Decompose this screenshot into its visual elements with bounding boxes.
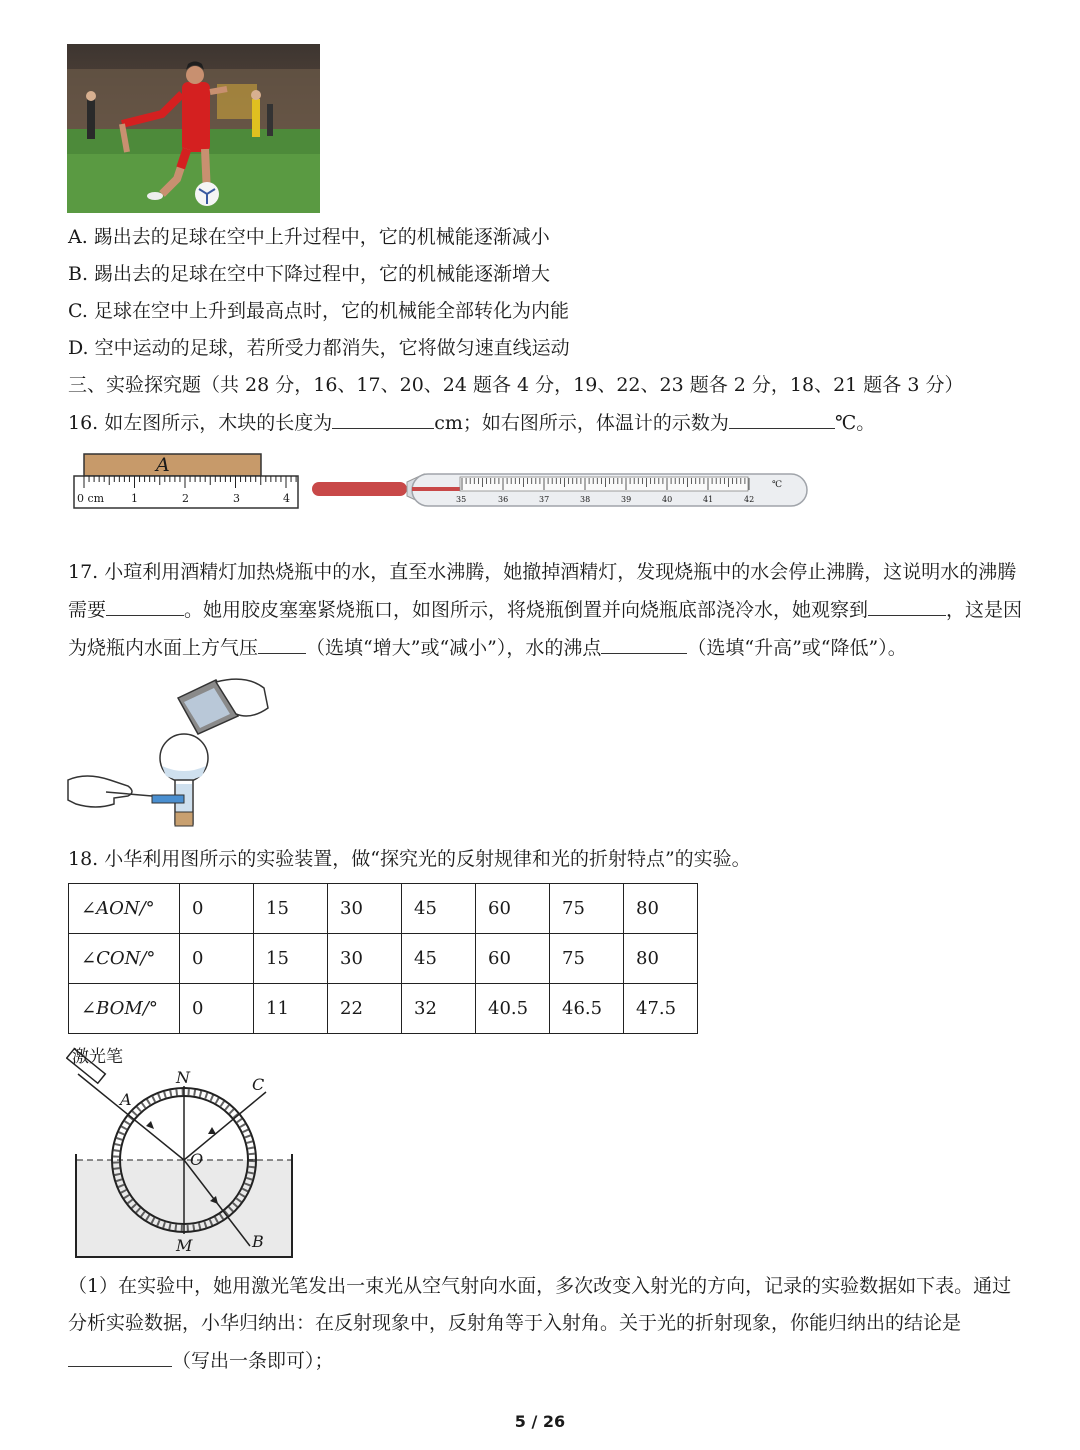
label-b: B (252, 1232, 264, 1251)
q16-text-2: cm；如右图所示，体温计的示数为 (434, 412, 729, 434)
answer-blank[interactable] (258, 635, 306, 654)
q17-line-3 (68, 635, 907, 660)
ruler-tick-label: 1 (131, 492, 138, 505)
table-cell: 75 (550, 884, 624, 934)
q17-line-1: 17. 小瑄利用酒精灯加热烧瓶中的水，直至水沸腾，她撤掉酒精灯，发现烧瓶中的水会停止沸腾，这说明水的沸腾 (68, 561, 1017, 583)
table-cell: 47.5 (624, 984, 698, 1034)
table-cell: 15 (254, 934, 328, 984)
table-row (69, 984, 698, 1034)
table-cell: 0 (180, 934, 254, 984)
q16-text-3: ℃。 (834, 412, 876, 434)
thermometer-unit: ℃ (772, 480, 783, 490)
q18-part1-line-3 (68, 1348, 334, 1373)
table-cell: 60 (476, 934, 550, 984)
table-cell: 80 (624, 884, 698, 934)
q17-line-2 (68, 597, 1022, 622)
q17-text: 为烧瓶内水面上方气压 (68, 637, 259, 659)
table-cell: 11 (254, 984, 328, 1034)
soccer-player-photo (67, 44, 320, 213)
thermo-tick-label: 39 (621, 495, 632, 504)
thermo-tick-label: 37 (539, 495, 550, 504)
table-cell: 80 (624, 934, 698, 984)
table-cell: 40.5 (476, 984, 550, 1034)
q17-text: 。她用胶皮塞塞紧烧瓶口，如图所示，将烧瓶倒置并向烧瓶底部浇冷水，她观察到 (184, 599, 869, 621)
q18-part1-line-2: 分析实验数据，小华归纳出：在反射现象中，反射角等于入射角。关于光的折射现象，你能归纳出的结论是 (68, 1312, 962, 1334)
label-m: M (176, 1236, 193, 1255)
table-cell: 0 (180, 984, 254, 1034)
answer-blank[interactable] (68, 1348, 172, 1367)
thermo-tick-label: 35 (456, 495, 467, 504)
question-18-intro: 18. 小华利用图所示的实验装置，做“探究光的反射规律和光的折射特点”的实验。 (68, 848, 751, 870)
row-header: ∠AON/° (69, 884, 180, 934)
question-16 (68, 410, 875, 435)
table-cell: 45 (402, 884, 476, 934)
thermo-tick-label: 36 (498, 495, 509, 504)
option-c: C. 足球在空中上升到最高点时，它的机械能全部转化为内能 (68, 300, 569, 322)
angle-data-table (68, 883, 698, 1034)
table-cell: 32 (402, 984, 476, 1034)
option-d: D. 空中运动的足球，若所受力都消失，它将做匀速直线运动 (68, 337, 570, 359)
q18-part1-text: （写出一条即可）； (172, 1350, 334, 1372)
option-b: B. 踢出去的足球在空中下降过程中，它的机械能逐渐增大 (68, 263, 551, 285)
table-cell: 60 (476, 884, 550, 934)
table-cell: 22 (328, 984, 402, 1034)
table-cell: 45 (402, 934, 476, 984)
thermo-tick-label: 38 (580, 495, 591, 504)
block-label: A (156, 454, 170, 476)
section-heading: 三、实验探究题（共 28 分，16、17、20、24 题各 4 分，19、22、23 题各 2 分，18、21 题各 3 分） (68, 374, 964, 396)
table-cell: 0 (180, 884, 254, 934)
ruler-tick-label: 2 (182, 492, 189, 505)
q18-part1-line-1: （1）在实验中，她用激光笔发出一束光从空气射向水面，多次改变入射光的方向，记录的实验数据如下表。通过 (68, 1275, 1012, 1297)
label-c: C (252, 1075, 265, 1094)
inverted-flask-figure (66, 668, 272, 838)
table-cell: 75 (550, 934, 624, 984)
q17-text: （选填“升高”或“降低”）。 (687, 637, 907, 659)
q17-text: （选填“增大”或“减小”），水的沸点 (306, 637, 602, 659)
ruler-unit: 0 cm (77, 492, 105, 505)
thermo-tick-label: 40 (662, 495, 673, 504)
page-number: 5 / 26 (514, 1412, 566, 1431)
ruler-tick-label: 3 (233, 492, 240, 505)
row-header: ∠CON/° (69, 934, 180, 984)
answer-blank[interactable] (106, 597, 184, 616)
label-o: O (190, 1150, 204, 1169)
table-cell: 46.5 (550, 984, 624, 1034)
q17-text: ，这是因 (946, 599, 1023, 621)
ruler-figure (72, 452, 302, 512)
answer-blank[interactable] (332, 410, 434, 429)
answer-blank[interactable] (601, 635, 687, 654)
option-a: A. 踢出去的足球在空中上升过程中，它的机械能逐渐减小 (68, 226, 550, 248)
answer-blank[interactable] (729, 410, 835, 429)
q17-text: 需要 (68, 599, 107, 621)
ruler-tick-label: 4 (283, 492, 290, 505)
label-n: N (176, 1068, 190, 1087)
laser-pointer-label: 激光笔 (72, 1047, 123, 1067)
table-cell: 30 (328, 934, 402, 984)
table-cell: 30 (328, 884, 402, 934)
answer-blank[interactable] (868, 597, 946, 616)
q16-text-1: 16. 如左图所示，木块的长度为 (68, 412, 333, 434)
thermo-tick-label: 42 (744, 495, 755, 504)
label-a: A (120, 1090, 132, 1109)
table-row (69, 884, 698, 934)
table-row (69, 934, 698, 984)
thermo-tick-label: 41 (703, 495, 714, 504)
thermometer-figure (312, 468, 812, 512)
row-header: ∠BOM/° (69, 984, 180, 1034)
table-cell: 15 (254, 884, 328, 934)
optics-diagram (66, 1042, 306, 1264)
